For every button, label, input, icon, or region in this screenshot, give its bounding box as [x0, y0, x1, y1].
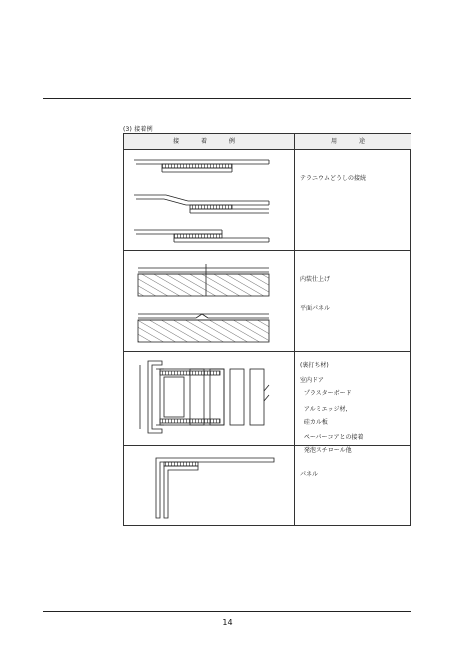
top-rule [43, 98, 411, 99]
usage-line: アルミエッジ材, [300, 405, 348, 413]
usage-line: 内装仕上げ [300, 276, 331, 283]
usage-row-3 [300, 357, 364, 462]
page-number: 14 [222, 618, 233, 627]
header-joint-example: 接 着 例 [124, 134, 294, 149]
panel-bend-diagram [134, 452, 289, 524]
row-divider [124, 250, 410, 251]
usage-line: プラスターボード [300, 390, 352, 397]
usage-line: 平面パネル [300, 304, 331, 312]
interior-panel-diagram [134, 256, 289, 348]
header-divider [124, 149, 410, 150]
column-divider [294, 134, 295, 525]
usage-line: (裏打ち材) [300, 361, 329, 369]
lap-joint-diagram [134, 154, 289, 246]
usage-line: 室内ドア [300, 377, 324, 384]
door-edge-diagram [134, 355, 289, 447]
usage-line [300, 332, 352, 342]
usage-line: パネル [300, 471, 319, 478]
usage-line: 発泡スチロール他 [300, 447, 352, 454]
usage-row-4 [300, 451, 318, 499]
header-usage: 用 途 [295, 134, 411, 149]
usage-line: ペーパーコアとの接着 [300, 434, 364, 441]
usage-line: 硅カル板 [300, 418, 328, 426]
row-divider [124, 351, 410, 352]
usage-line: テラニウムどうしの接続 [300, 175, 366, 182]
usage-row-1 [300, 155, 366, 203]
joint-examples-table [123, 133, 411, 526]
section-title: (3) 接着例 [123, 126, 153, 133]
bottom-rule [43, 611, 411, 612]
